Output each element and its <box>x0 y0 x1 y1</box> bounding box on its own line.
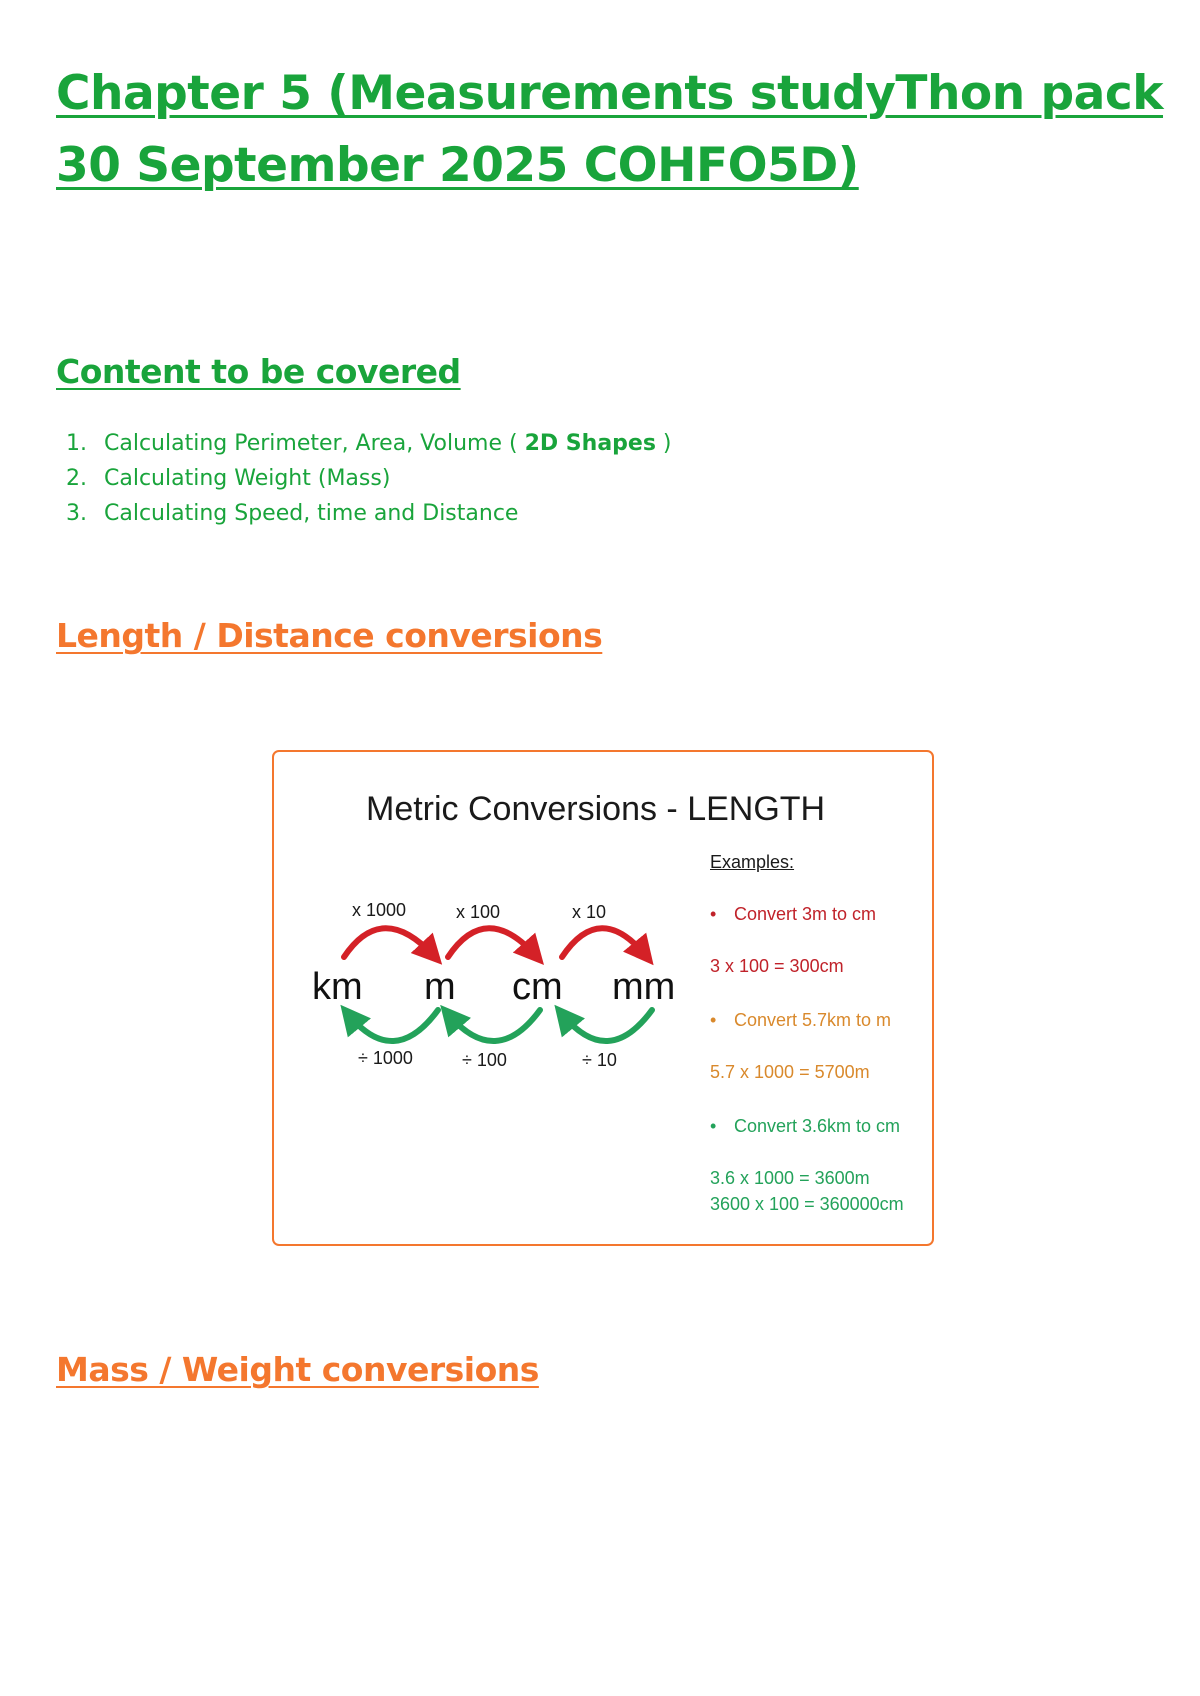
list-item <box>66 461 672 496</box>
list-text: Calculating Speed, time and Distance <box>104 501 519 526</box>
example-3-answer-2: 3600 x 100 = 360000cm <box>710 1194 904 1214</box>
bullet-icon: • <box>710 904 717 924</box>
divide-label-km-m: ÷ 1000 <box>358 1048 413 1068</box>
list-text-after: ) <box>655 431 672 456</box>
unit-mm: mm <box>612 966 676 1008</box>
multiply-label-m-cm: x 100 <box>456 902 501 922</box>
divide-label-cm-mm: ÷ 10 <box>582 1050 617 1070</box>
divide-arrow-cm-m <box>448 1010 540 1041</box>
list-number: 3. <box>66 501 87 526</box>
example-1-answer: 3 x 100 = 300cm <box>710 956 844 976</box>
examples-heading: Examples: <box>710 852 795 872</box>
length-section-heading: Length / Distance conversions <box>56 616 603 655</box>
divide-arrow-m-km <box>348 1010 438 1041</box>
metric-conversions-figure <box>272 750 934 1246</box>
list-item <box>66 496 672 531</box>
example-3-answer-1: 3.6 x 1000 = 3600m <box>710 1168 870 1188</box>
list-number: 2. <box>66 466 87 491</box>
list-text: Calculating Weight (Mass) <box>104 466 391 491</box>
divide-label-m-cm: ÷ 100 <box>462 1050 507 1070</box>
list-item <box>66 426 672 461</box>
multiply-label-km-m: x 1000 <box>352 900 407 920</box>
unit-m: m <box>424 966 456 1008</box>
divide-arrow-mm-cm <box>562 1010 652 1041</box>
content-heading: Content to be covered <box>56 352 461 391</box>
example-2-question: • Convert 5.7km to m <box>710 1010 892 1030</box>
example-2-answer: 5.7 x 1000 = 5700m <box>710 1062 870 1082</box>
multiply-arrow-m-cm <box>448 928 536 957</box>
unit-cm: cm <box>512 966 563 1008</box>
multiply-arrow-cm-mm <box>562 928 646 957</box>
list-bold-text: 2D Shapes <box>524 431 656 456</box>
list-number: 1. <box>66 431 87 456</box>
title-line-2: 30 September 2025 COHFO5D) <box>56 138 859 193</box>
multiply-label-cm-mm: x 10 <box>572 902 607 922</box>
multiply-arrow-km-m <box>344 928 434 957</box>
mass-section-heading: Mass / Weight conversions <box>56 1350 539 1389</box>
page-title <box>56 58 1176 202</box>
title-line-1: Chapter 5 (Measurements studyThon pack <box>56 66 1164 121</box>
unit-km: km <box>312 966 363 1008</box>
list-text: Calculating Perimeter, Area, Volume ( <box>104 431 525 456</box>
bullet-icon: • <box>710 1116 717 1136</box>
bullet-icon: • <box>710 1010 717 1030</box>
figure-title: Metric Conversions - LENGTH <box>366 790 826 828</box>
example-1-question: • Convert 3m to cm <box>710 904 877 924</box>
content-list <box>66 426 672 531</box>
example-3-question: • Convert 3.6km to cm <box>710 1116 901 1136</box>
